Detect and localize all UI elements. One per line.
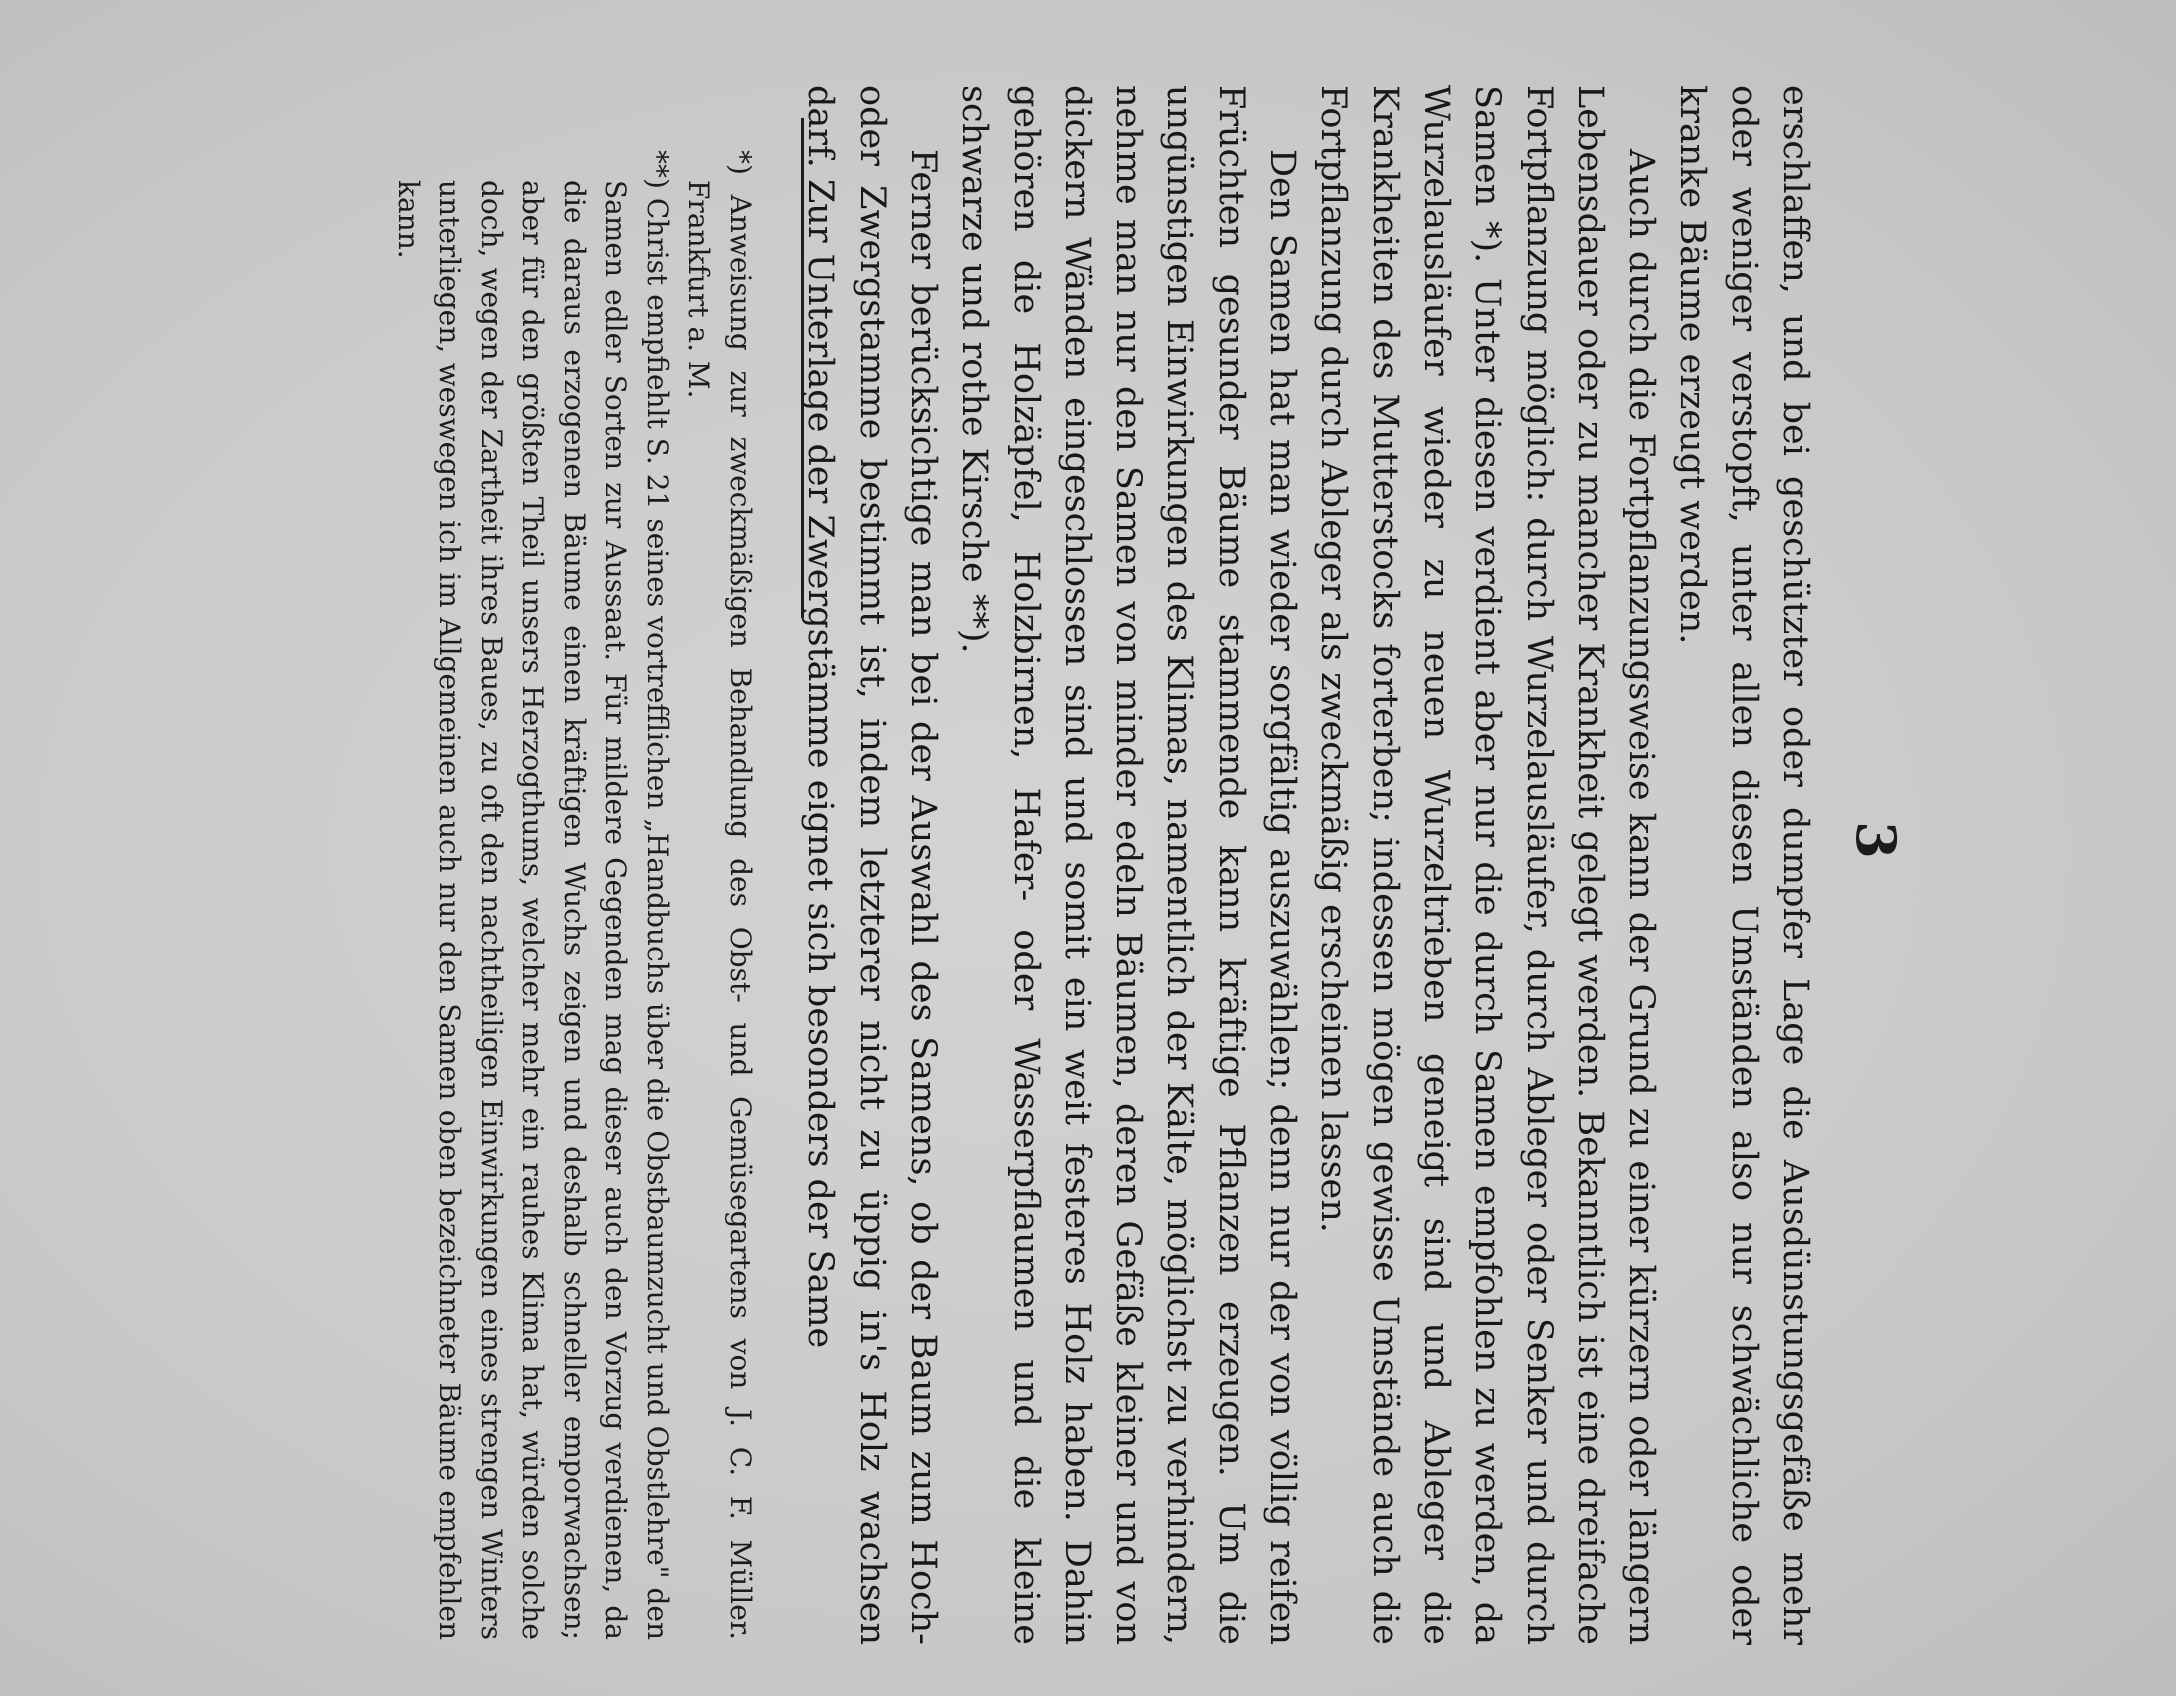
footnote: *) Anweisung zur zweckmäßigen Behandlung des Obst- und Gemüsegartens von J. C. F. Müller. Frankfurt a. M. <box>682 150 757 1640</box>
footnote: **) Christ empfiehlt S. 21 seines vortrefflichen „Handbuchs über die Obstbaumzucht und Obstlehre" den Samen edler Sorten zur Aussaat. Für mildere Gegenden mag dieser auch den Vorzug verdienen, da die daraus erzogenen Bäume einen kräftigen Wuchs zeigen und deshalb schneller emporwachsen; aber für den größten Theil unsers Herzogthums, welcher mehr ein rauhes Klima hat, würden solche doch, wegen der Zartheit ihres Baues, zu oft den nachtheiligen Einwirkungen eines strengen Winters unterliegen, weswegen ich im Allgemeinen auch nur den Samen oben bezeichneter Bäume empfehlen kann. <box>392 150 674 1640</box>
footnote-separator <box>801 118 804 618</box>
page-number: 3 <box>1844 821 1908 859</box>
paragraph: Den Samen hat man wieder sorgfältig auszuwählen; denn nur der von völlig reifen Früchten gesunder Bäume stammende kann kräftige Pflanzen erzeugen. Um die ungünstigen Einwirkungen des Klimas, namentlich der Kälte, möglichst zu verhindern, nehme man nur den Samen von minder edeln Bäumen, deren Gefäße kleiner und von dickern Wänden eingeschlossen sind und somit ein weit festeres Holz haben. Dahin gehören die Holzäpfel, Holzbirnen, Hafer- oder Wasserpflaumen und die kleine schwarze und rothe Kirsche **). <box>954 85 1303 1645</box>
paragraph: Auch durch die Fortpflanzungsweise kann der Grund zu einer kürzern oder längern Lebensdauer oder zu mancher Krankheit gelegt werden. Bekanntlich ist eine dreifache Fortpflanzung möglich: durch Wurzelausläufer, durch Ableger oder Senker und durch Samen *). Unter diesen verdient aber nur die durch Samen empfohlen zu werden, da Wurzelausläufer wieder zu neuen Wurzeltrieben geneigt sind und Ableger die Krankheiten des Mutterstocks forterben; indessen mögen gewisse Umstände auch die Fortpflanzung durch Ableger als zweckmäßig erscheinen lassen. <box>1313 85 1662 1645</box>
paragraph: Ferner berücksichtige man bei der Auswahl des Samens, ob der Baum zum Hoch- oder Zwergstamme bestimmt ist, indem letzterer nicht zu üppig in's Holz wachsen darf. Zur Unterlage der Zwergstämme eignet sich besonders der Same <box>800 85 943 1645</box>
footnotes <box>388 120 762 1640</box>
paragraph: erschlaffen, und bei geschützter oder dumpfer Lage die Ausdünstungsgefäße mehr oder weniger verstopft, unter allen diesen Umständen also nur schwächliche oder kranke Bäume erzeugt werden. <box>1672 85 1815 1645</box>
main-text <box>794 85 1820 1645</box>
